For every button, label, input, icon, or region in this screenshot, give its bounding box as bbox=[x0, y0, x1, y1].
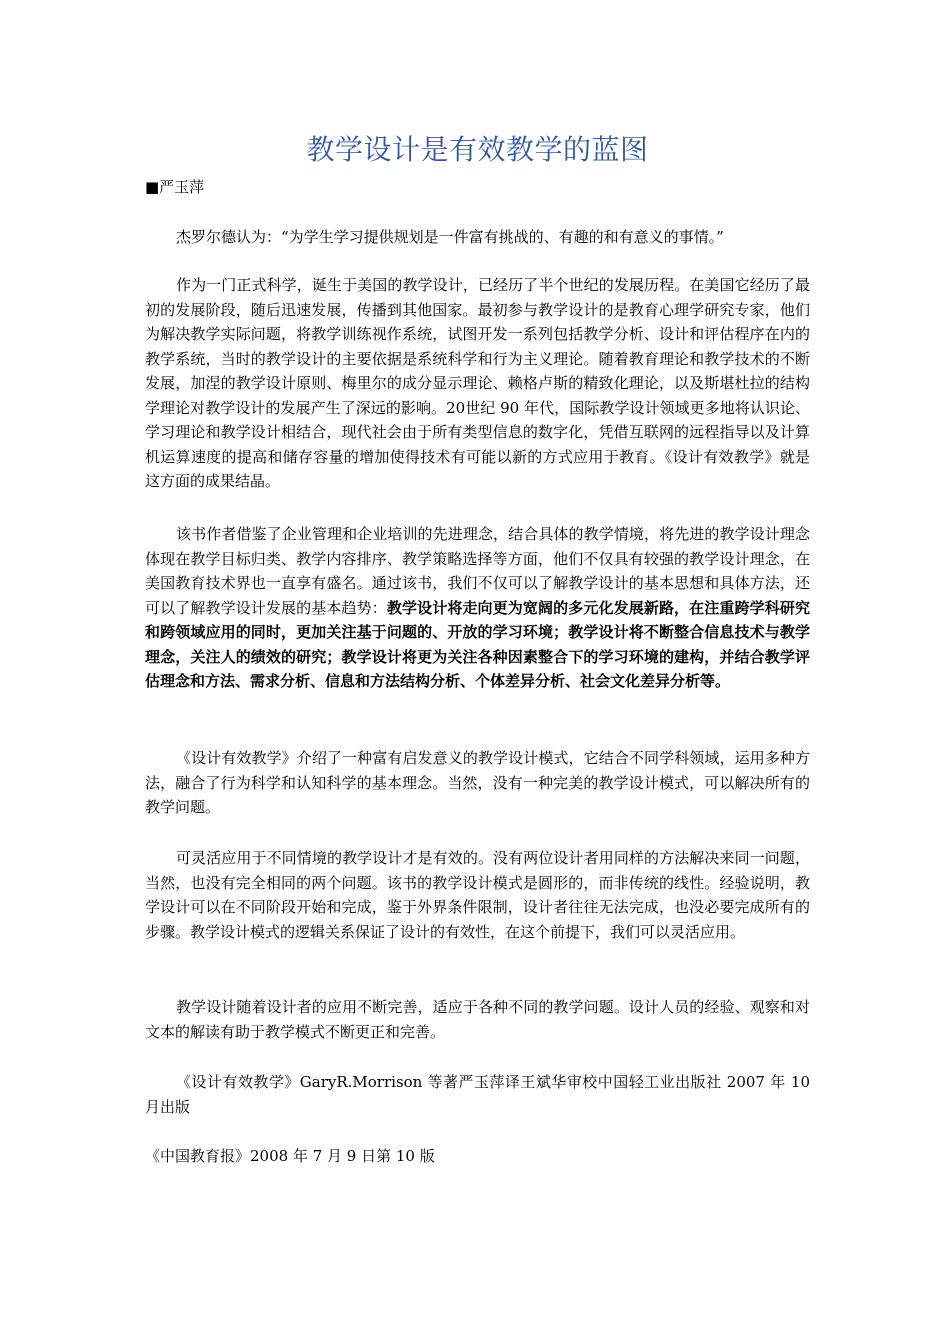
book-citation: 《设计有效教学》GaryR.Morrison 等著严玉萍译王斌华审校中国轻工业出版社 2007 年 10 月出版 bbox=[145, 1073, 810, 1116]
paragraph-summary-normal: 该书作者借鉴了企业管理和企业培训的先进理念，结合具体的教学情境，将先进的教学设计理念体现在教学目标归类、教学内容排序、教学策略选择等方面，他们不仅具有较强的教学设计理念，在美国教育技术界也一直享有盛名。通过该书，我们不仅可以了解教学设计的基本思想和具体方法，还可以了解教学设计发展的基本趋势： bbox=[145, 525, 810, 617]
author-line: ■严玉萍 bbox=[145, 178, 205, 196]
document-title: 教学设计是有效教学的蓝图 bbox=[306, 133, 649, 166]
source-citation: 《中国教育报》2008 年 7 月 9 日第 10 版 bbox=[145, 1147, 435, 1165]
paragraph-history: 作为一门正式科学，诞生于美国的教学设计，已经历了半个世纪的发展历程。在美国它经历了最初的发展阶段，随后迅速发展，传播到其他国家。最初参与教学设计的是教育心理学研究专家，他们为解决教学实际问题，将教学训练视作系统，试图开发一系列包括教学分析、设计和评估程序在内的教学系统，当时的教学设计的主要依据是系统科学和行为主义理论。随着教育理论和教学技术的不断发展，加涅的教学设计原则、梅里尔的成分显示理论、赖格卢斯的精致化理论，以及斯堪杜拉的结构学理论对教学设计的发展产生了深远的影响。20世纪 90 年代，国际教学设计领域更多地将认识论、学习理论和教学设计相结合，现代社会由于所有类型信息的数字化，凭借互联网的远程指导以及计算机运算速度的提高和储存容量的增加使得技术有可能以新的方式应用于教育。《设计有效教学》就是这方面的成果结晶。 bbox=[145, 276, 810, 490]
paragraph-improvement: 教学设计随着设计者的应用不断完善，适应于各种不同的教学问题。设计人员的经验、观察和对文本的解读有助于教学模式不断更正和完善。 bbox=[145, 998, 810, 1041]
paragraph-summary-bold: 教学设计将走向更为宽阔的多元化发展新路，在注重跨学科研究和跨领域应用的同时，更加关注基于问题的、开放的学习环境；教学设计将不断整合信息技术与教学理念，关注人的绩效的研究；教学设计将更为关注各种因素整合下的学习环境的建构，并结合教学评估理念和方法、需求分析、信息和方法结构分析、个体差异分析、社会文化差异分析等。 bbox=[145, 598, 810, 690]
paragraph-book-summary bbox=[145, 522, 810, 694]
paragraph-model: 《设计有效教学》介绍了一种富有启发意义的教学设计模式，它结合不同学科领域，运用多种方法，融合了行为科学和认知科学的基本理念。当然，没有一种完美的教学设计模式，可以解决所有的教学问题。 bbox=[145, 749, 810, 816]
paragraph-flexibility: 可灵活应用于不同情境的教学设计才是有效的。没有两位设计者用同样的方法解决来同一问题，当然，也没有完全相同的两个问题。该书的教学设计模式是圆形的，而非传统的线性。经验说明，教学设计可以在不同阶段开始和完成，鉴于外界条件限制，设计者往往无法完成，也没必要完成所有的步骤。教学设计模式的逻辑关系保证了设计的有效性，在这个前提下，我们可以灵活应用。 bbox=[145, 849, 810, 941]
paragraph-quote: 杰罗尔德认为：“为学生学习提供规划是一件富有挑战的、有趣的和有意义的事情。” bbox=[176, 228, 724, 246]
